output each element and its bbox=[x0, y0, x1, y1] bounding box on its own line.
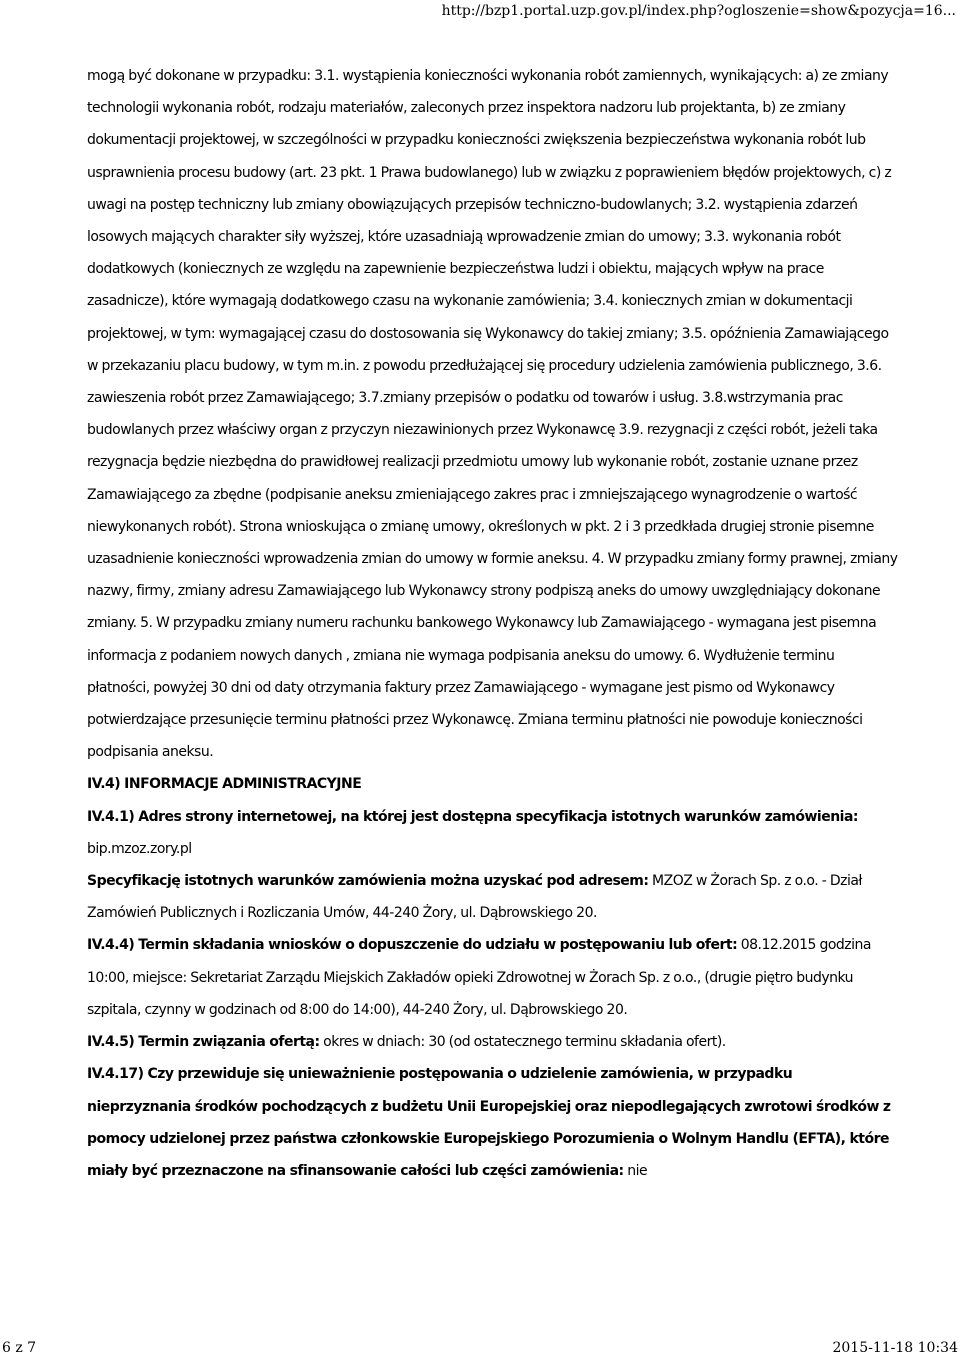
siwz-paragraph bbox=[87, 865, 899, 929]
iv417-value: nie bbox=[627, 1162, 648, 1179]
iv44-label: IV.4.4) Termin składania wniosków o dopuszczenie do udziału w postępowaniu lub ofert: bbox=[87, 937, 738, 954]
amendment-conditions-text: mogą być dokonane w przypadku: 3.1. wystąpienia konieczności wykonania robót zamiennych, wynikających: a) ze zmiany technologii wykonania robót, rodzaju materiałów, zaleconych przez inspektora nadzoru lub projektanta, b) ze zmiany dokumentacji projektowej, w szczególności w przypadku konieczności zwiększenia bezpieczeństwa wykonania robót lub usprawnienia procesu budowy (art. 23 pkt. 1 Prawa budowlanego) lub w związku z poprawieniem błędów projektowych, c) z uwagi na postęp techniczny lub zmiany obowiązujących przepisów techniczno-budowlanych; 3.2. wystąpienia zdarzeń losowych mających charakter siły wyższej, które uzasadniają wprowadzenie zmian do umowy; 3.3. wykonania robót dodatkowych (koniecznych ze względu na zapewnienie bezpieczeństwa ludzi i obiektu, mających wpływ na prace zasadnicze), które wymagają dodatkowego czasu na wykonanie zamówienia; 3.4. koniecznych zmian w dokumentacji projektowej, w tym: wymagającej czasu do dostosowania się Wykonawcy do takiej zmiany; 3.5. opóźnienia Zamawiającego w przekazaniu placu budowy, w tym m.in. z powodu przedłużającej się procedury udzielenia zamówienia publicznego, 3.6. zawieszenia robót przez Zamawiającego; 3.7.zmiany przepisów o podatku od towarów i usług. 3.8.wstrzymania prac budowlanych przez właściwy organ z przyczyn niezawinionych przez Wykonawcę 3.9. rezygnacji z części robót, jeżeli taka rezygnacja będzie niezbędna do prawidłowej realizacji przedmiotu umowy lub wykonanie robót, zostanie uznane przez Zamawiającego za zbędne (podpisanie aneksu zmieniającego zakres prac i zmniejszającego wynagrodzenie o wartość niewykonanych robót). Strona wnioskująca o zmianę umowy, określonych w pkt. 2 i 3 przedkłada drugiej stronie pisemne uzasadnienie konieczności wprowadzenia zmian do umowy w formie aneksu. 4. W przypadku zmiany formy prawnej, zmiany nazwy, firmy, zmiany adresu Zamawiającego lub Wykonawcy strony podpiszą aneks do umowy uwzględniający dokonane zmiany. 5. W przypadku zmiany numeru rachunku bankowego Wykonawcy lub Zamawiającego - wymagana jest pisemna informacja z podaniem nowych danych , zmiana nie wymaga podpisania aneksu do umowy. 6. Wydłużenie terminu płatności, powyżej 30 dni od daty otrzymania faktury przez Zamawiającego - wymagane jest pismo od Wykonawcy potwierdzające przesunięcie terminu płatności przez Wykonawcę. Zmiana terminu płatności nie powoduje konieczności podpisania aneksu. bbox=[87, 68, 898, 761]
page-number: 6 z 7 bbox=[2, 1340, 37, 1356]
siwz-value: MZOZ w Żorach Sp. z o.o. - Dział Zamówień Publicznych i Rozliczania Umów, 44-240 Żory, ul. Dąbrowskiego 20. bbox=[87, 873, 862, 922]
iv417-paragraph bbox=[87, 1058, 899, 1187]
iv44-value: 08.12.2015 godzina 10:00, miejsce: Sekretariat Zarządu Miejskich Zakładów opieki Zdrowotnej w Żorach Sp. z o.o., (drugie piętro budynku szpitala, czynny w godzinach od 8:00 do 14:00), 44-240 Żory, ul. Dąbrowskiego 20. bbox=[87, 937, 871, 1018]
siwz-label: Specyfikację istotnych warunków zamówienia można uzyskać pod adresem: bbox=[87, 873, 649, 890]
iv41-label: IV.4.1) Adres strony internetowej, na której jest dostępna specyfikacja istotnych warunków zamówienia: bbox=[87, 808, 859, 825]
section-heading: IV.4) INFORMACJE ADMINISTRACYJNE bbox=[87, 776, 362, 793]
iv417-label: IV.4.17) Czy przewiduje się unieważnienie postępowania o udzielenie zamówienia, w przypadku nieprzyznania środków pochodzących z budżetu Unii Europejskiej oraz niepodlegających zwrotowi środków z pomocy udzielonej przez państwa członkowskie Europejskiego Porozumienia o Wolnym Handlu (EFTA), które miały być przeznaczone na sfinansowanie całości lub części zamówienia: bbox=[87, 1066, 891, 1179]
print-timestamp: 2015-11-18 10:34 bbox=[832, 1340, 958, 1356]
print-header-url: http://bzp1.portal.uzp.gov.pl/index.php?ogloszenie=show&pozycja=16... bbox=[441, 3, 956, 19]
document-body bbox=[87, 60, 899, 1187]
iv45-value: okres w dniach: 30 (od ostatecznego terminu składania ofert). bbox=[323, 1034, 726, 1051]
iv41-paragraph bbox=[87, 801, 899, 833]
iv44-paragraph bbox=[87, 929, 899, 1026]
iv45-paragraph bbox=[87, 1026, 899, 1058]
iv45-label: IV.4.5) Termin związania ofertą: bbox=[87, 1034, 320, 1051]
iv41-value: bip.mzoz.zory.pl bbox=[87, 840, 192, 857]
